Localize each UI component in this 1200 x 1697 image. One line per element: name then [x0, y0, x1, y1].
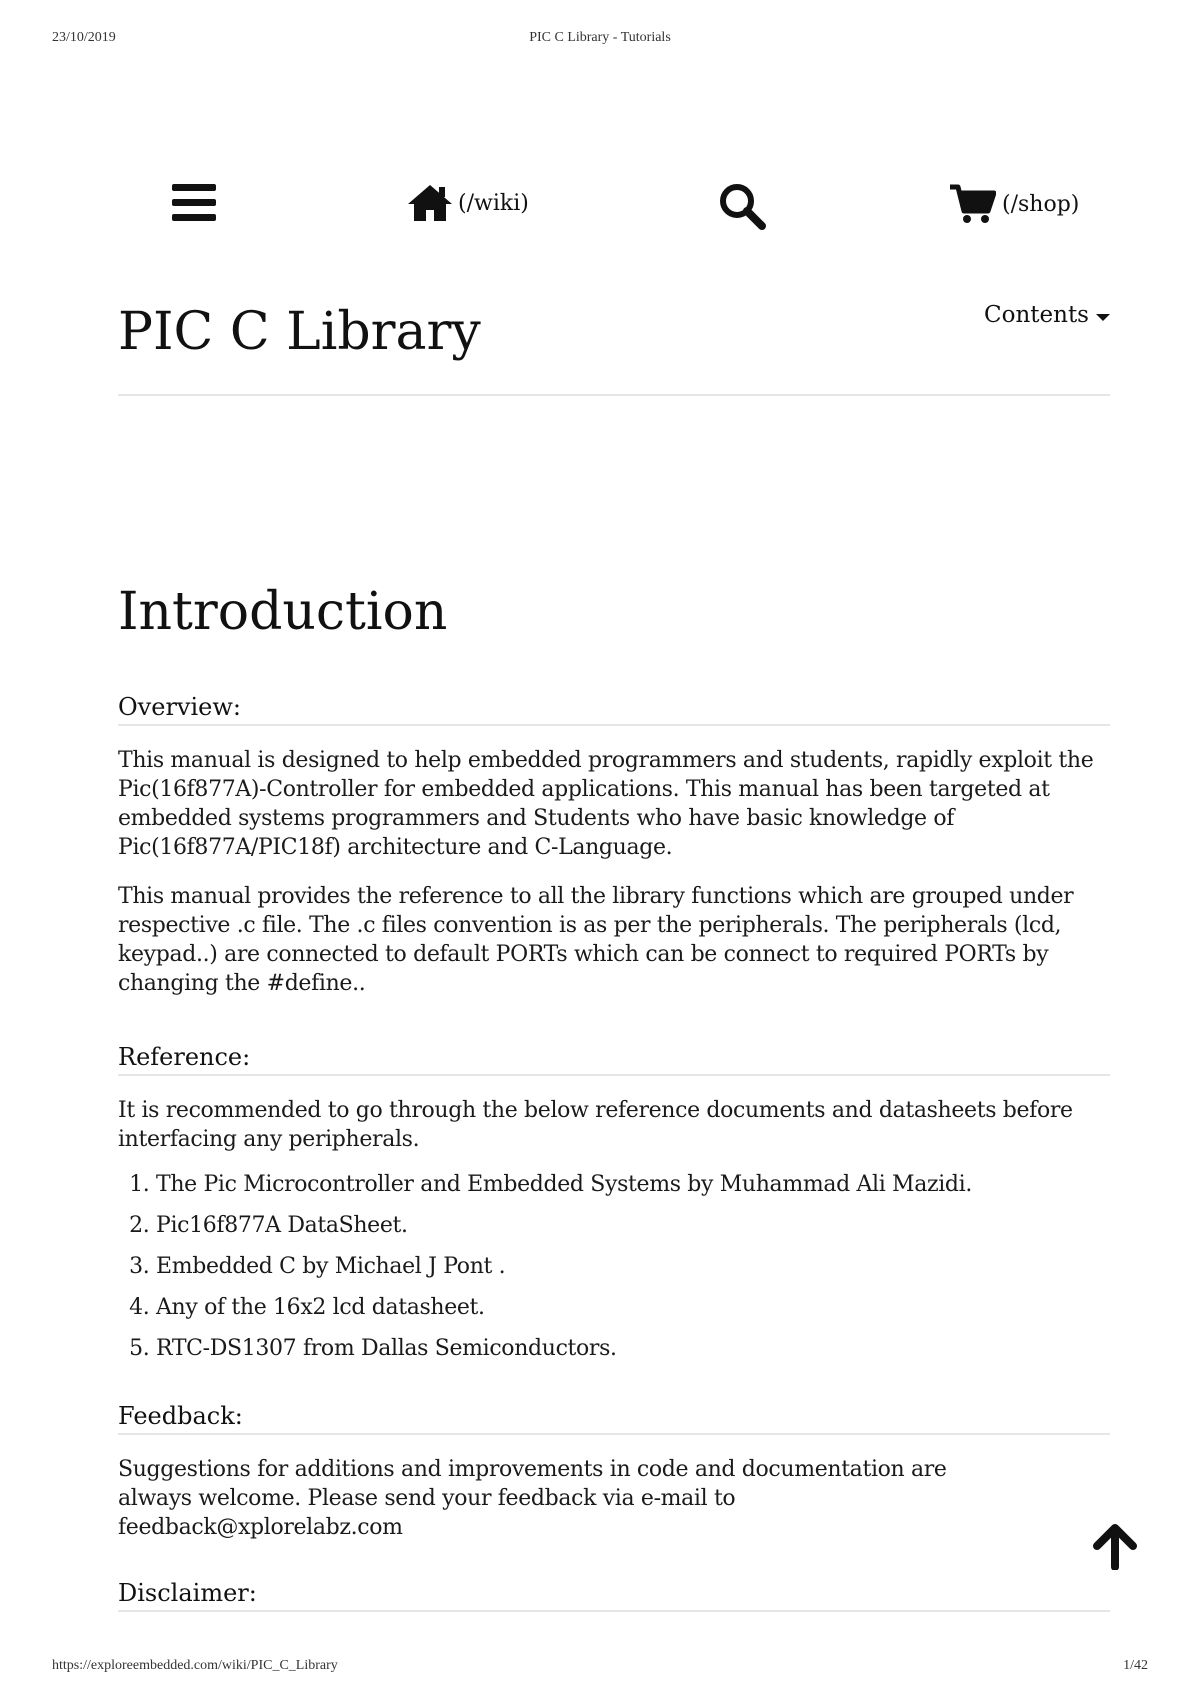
print-page-title: PIC C Library - Tutorials — [529, 30, 671, 45]
reference-item: 4. Any of the 16x2 lcd datasheet. — [156, 1287, 1110, 1328]
main-content — [118, 580, 1110, 1612]
feedback-heading: Feedback: — [118, 1399, 1110, 1435]
page-header — [118, 300, 1110, 396]
reference-item: 5. RTC-DS1307 from Dallas Semiconductors. — [156, 1328, 1110, 1369]
overview-paragraph: This manual is designed to help embedded programmers and students, rapidly exploit the Pic(16f877A)-Controller for embedded applications. This manual has been targeted at embedded systems programmers and Students who have basic knowledge of Pic(16f877A/PIC18f) architecture and C-Language. — [118, 748, 1094, 860]
contents-label: Contents — [984, 302, 1089, 328]
contents-dropdown[interactable] — [984, 302, 1110, 328]
reference-item: 1. The Pic Microcontroller and Embedded Systems by Muhammad Ali Mazidi. — [156, 1164, 1110, 1205]
top-navbar — [0, 178, 1200, 238]
print-date: 23/10/2019 — [52, 30, 116, 45]
reference-heading: Reference: — [118, 1040, 1110, 1076]
reference-intro: It is recommended to go through the below reference documents and datasheets before interfacing any peripherals. — [118, 1098, 1073, 1152]
bars-icon — [172, 184, 216, 222]
home-link-label: (/wiki) — [458, 190, 529, 216]
menu-button[interactable] — [172, 184, 216, 222]
arrow-up-icon — [1092, 1524, 1138, 1570]
overview-paragraph: This manual provides the reference to all the library functions which are grouped under respective .c file. The .c files convention is as per the peripherals. The peripherals (lcd, keypad..) are connected to default PORTs which can be connect to required PORTs by changing the #define.. — [118, 884, 1074, 996]
reference-item: 2. Pic16f877A DataSheet. — [156, 1205, 1110, 1246]
page-title: PIC C Library — [118, 302, 481, 362]
shop-link-label: (/shop) — [1002, 191, 1080, 217]
print-footer — [52, 1658, 1148, 1678]
back-to-top-button[interactable] — [1092, 1524, 1138, 1570]
feedback-text: Suggestions for additions and improvements in code and documentation are always welcome. Please send your feedback via e-mail to feedback@xplorelabz.com — [118, 1457, 947, 1540]
reference-item: 3. Embedded C by Michael J Pont . — [156, 1246, 1110, 1287]
print-page-number: 1/42 — [1123, 1658, 1148, 1673]
print-header — [52, 30, 1148, 50]
home-link[interactable] — [408, 184, 529, 222]
reference-list — [118, 1164, 1110, 1369]
shop-link[interactable] — [950, 184, 1079, 224]
home-icon — [408, 184, 452, 222]
introduction-heading: Introduction — [118, 582, 448, 642]
print-url: https://exploreembedded.com/wiki/PIC_C_Library — [52, 1658, 338, 1673]
search-button[interactable] — [718, 182, 766, 230]
search-icon — [718, 182, 766, 230]
disclaimer-heading: Disclaimer: — [118, 1576, 1110, 1612]
caret-down-icon — [1096, 314, 1110, 321]
overview-heading: Overview: — [118, 690, 1110, 726]
shopping-cart-icon — [950, 184, 996, 224]
